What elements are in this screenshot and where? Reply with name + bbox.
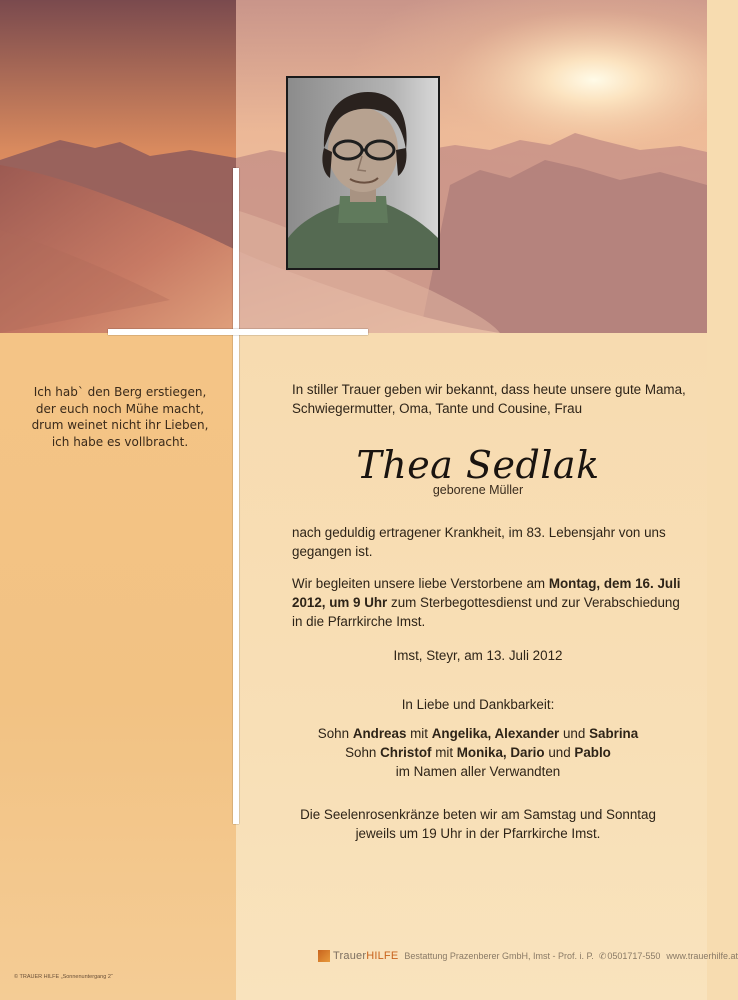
logo-part-1: Trauer	[333, 950, 367, 962]
poem-line: Ich hab` den Berg erstiegen,	[33, 385, 207, 399]
rosary-line-1: Die Seelenrosenkränze beten wir am Samstag und Sonntag	[300, 807, 656, 822]
funeral-date: Montag, dem 16. Juli	[548, 576, 681, 591]
right-color-panel	[236, 333, 707, 1000]
family-name: Angelika, Alexander	[431, 726, 560, 741]
passing-text	[292, 523, 664, 561]
poem-line: der euch noch Mühe macht,	[35, 401, 205, 416]
funeral-service: zum Sterbegottesdienst und zur Verabschiedung	[391, 595, 680, 610]
copyright-note: © TRAUER HILFE „Sonnenuntergang 2“	[14, 974, 113, 980]
rosary-line-2: jeweils um 19 Uhr in der Pfarrkirche Imst.	[355, 826, 601, 841]
footer-phone: 0501717-550	[607, 951, 661, 961]
cross-vertical-beam	[233, 168, 239, 824]
family-list	[292, 724, 664, 781]
place-date: Imst, Steyr, am 13. Juli 2012	[393, 648, 563, 663]
funeral-intro: Wir begleiten unsere liebe Verstorbene am	[292, 576, 546, 591]
portrait-photo	[286, 76, 440, 270]
passing-line-1: nach geduldig ertragener Krankheit, im 83. Lebensjahr von uns	[292, 525, 666, 540]
intro-line-1: In stiller Trauer geben wir bekannt, dass heute unsere gute Mama,	[292, 382, 686, 397]
portrait-image	[288, 78, 438, 268]
poem-line: ich habe es vollbracht.	[51, 434, 189, 449]
footer-company: Bestattung Prazenberer GmbH, Imst - Prof. i. P.	[404, 951, 594, 961]
family-word: Sohn	[317, 726, 350, 741]
funeral-info	[292, 574, 681, 631]
family-name: Andreas	[352, 726, 407, 741]
gratitude-heading: In Liebe und Dankbarkeit:	[401, 697, 555, 712]
family-name: Christof	[380, 745, 432, 760]
birth-name: geborene Müller	[432, 483, 524, 497]
family-name: Sabrina	[589, 726, 639, 741]
family-line-3: im Namen aller Verwandten	[395, 764, 561, 779]
family-word: Sohn	[345, 745, 377, 760]
family-line-1	[292, 724, 664, 743]
deceased-name: Thea Sedlak	[356, 443, 600, 487]
intro-line-2: Schwiegermutter, Oma, Tante und Cousine, Frau	[292, 401, 583, 416]
footer-website[interactable]: www.trauerhilfe.at	[666, 951, 738, 961]
funeral-time: 2012, um 9 Uhr	[292, 595, 388, 610]
rosary-info	[292, 805, 664, 843]
poem	[22, 384, 218, 450]
phone-icon: ✆	[598, 950, 607, 961]
family-name: Pablo	[574, 745, 611, 760]
trauerhilfe-logo	[333, 950, 398, 962]
family-word: und	[562, 726, 586, 741]
trauerhilfe-logo-icon	[318, 950, 330, 962]
announcement-intro	[292, 380, 686, 418]
logo-part-2: HILFE	[366, 950, 399, 962]
passing-line-2: gegangen ist.	[292, 544, 373, 559]
family-word: mit	[410, 726, 428, 741]
family-name: Monika, Dario	[456, 745, 545, 760]
cross-horizontal-beam	[108, 329, 368, 335]
footer-branding	[318, 949, 738, 963]
family-word: mit	[435, 745, 454, 760]
family-word: und	[548, 745, 571, 760]
funeral-line-2	[292, 593, 680, 612]
funeral-line-3: in die Pfarrkirche Imst.	[292, 614, 426, 629]
poem-line: drum weinet nicht ihr Lieben,	[31, 418, 209, 432]
funeral-line-1	[292, 574, 681, 593]
family-line-2	[292, 743, 664, 762]
